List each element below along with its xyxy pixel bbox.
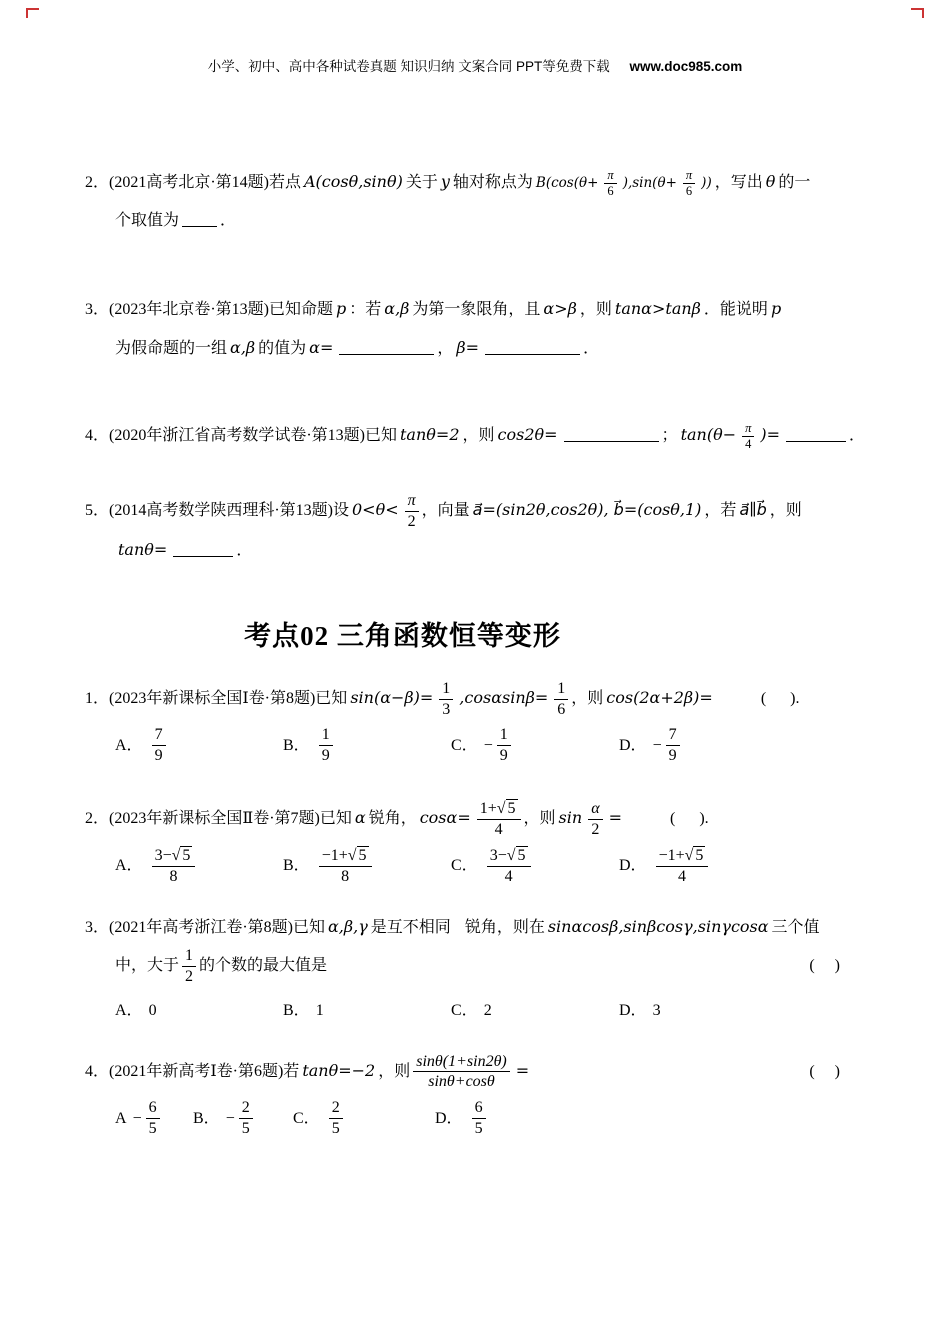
fraction-denominator: 9 (154, 747, 163, 765)
fraction-denominator: 9 (668, 747, 677, 765)
fraction (656, 847, 709, 886)
choice-parentheses: ( ). (760, 689, 800, 707)
mc-question-1 (85, 679, 895, 766)
option-label: B． (283, 736, 310, 754)
numerator-text: 3− (154, 847, 172, 865)
fraction-numerator (319, 847, 372, 867)
math-run: y (440, 172, 450, 191)
text-run: 的一 (778, 174, 811, 191)
fraction (319, 726, 333, 765)
option-c (451, 994, 619, 1028)
text-run: 5．(2014高考数学陕西理科·第13题)设 (85, 502, 349, 519)
fraction-numerator (477, 800, 521, 820)
fraction-numerator: sinθ(1+sin2θ) (413, 1053, 510, 1073)
text-run: ，则 (462, 427, 495, 444)
fraction (487, 847, 531, 886)
fraction-numerator: 7 (152, 726, 166, 746)
text-run: ，向量 (421, 502, 470, 519)
text-run: 是互不相同 (370, 918, 451, 936)
math-run: p (770, 299, 782, 318)
page-header (0, 0, 950, 75)
mc-question-2 (85, 799, 895, 886)
fraction (683, 169, 695, 198)
math-run: 0<θ< (352, 500, 399, 519)
math-run: tan(θ− (680, 425, 737, 444)
math-run: β= (456, 338, 480, 357)
option-b (283, 847, 451, 886)
option-label: D． (619, 857, 647, 875)
fraction-denominator: 4 (494, 821, 503, 839)
fraction (742, 422, 754, 451)
option-a (115, 994, 283, 1028)
text-run: 三个值 (771, 918, 820, 936)
option-label: A． (115, 857, 143, 875)
question-line (85, 290, 895, 329)
math-run: α>β (543, 299, 577, 318)
text-run: 轴对称点为 (452, 174, 533, 191)
fraction (182, 947, 196, 986)
mc-question-4 (85, 1052, 895, 1139)
math-run: B(cos(θ+ (535, 175, 599, 191)
question-line (85, 416, 895, 455)
math-run: cosα= (419, 808, 471, 828)
choice-parentheses: ( ). (670, 810, 709, 828)
fraction (146, 1099, 160, 1138)
square-root (685, 846, 706, 864)
option-label: C． (451, 857, 478, 875)
fraction-numerator: π (405, 492, 419, 512)
fraction-denominator: 4 (745, 436, 752, 451)
math-run: tanθ=−2 (302, 1060, 376, 1080)
question-line (85, 163, 895, 202)
math-run: ),sin(θ+ (622, 175, 677, 191)
fraction (413, 1053, 510, 1092)
fraction-denominator: 5 (474, 1120, 483, 1138)
math-run: sinαcosβ,sinβcosγ,sinγcosα (547, 916, 769, 936)
option-label: D． (619, 736, 647, 754)
answer-blank (339, 339, 434, 355)
math-run: ,cosαsinβ= (459, 687, 549, 707)
radical-sign: √ (506, 847, 516, 865)
math-run: a⃗=(sin2θ,cos2θ), b⃗=(cosθ,1) (472, 500, 702, 519)
fraction-denominator: 6 (607, 183, 614, 198)
fraction (439, 680, 453, 719)
text-run: ，则 (571, 689, 604, 707)
math-run: p (336, 299, 347, 318)
option-label: B． (283, 1001, 310, 1019)
text-run: 1．(2023年新课标全国Ⅰ卷·第8题)已知 (85, 689, 348, 707)
math-run: α (354, 808, 366, 828)
fraction-numerator (656, 847, 709, 867)
math-run: tanθ=2 (400, 425, 460, 444)
answer-blank (173, 541, 233, 557)
fraction-denominator: 4 (677, 867, 686, 885)
option-label: A (115, 1109, 127, 1127)
page-content (0, 163, 950, 1138)
fraction-denominator: 5 (241, 1120, 250, 1138)
option-value: 2 (483, 1001, 492, 1019)
radicand: 5 (358, 847, 367, 865)
numerator-text: −1+ (321, 847, 348, 865)
option-d (619, 994, 787, 1028)
fraction (329, 1099, 343, 1138)
question-line (85, 1052, 895, 1092)
fraction-denominator: sinθ+cosθ (428, 1073, 495, 1091)
option-b (193, 1099, 293, 1138)
text-run: ． (220, 212, 237, 229)
option-label: C． (451, 1001, 478, 1019)
text-run: 为第一象限角，且 (412, 301, 541, 318)
radical-sign: √ (496, 800, 506, 818)
math-run: a⃗∥b⃗ (739, 500, 767, 519)
radicand: 5 (517, 847, 526, 865)
fraction-numerator: 1 (182, 947, 196, 967)
fraction-numerator (487, 847, 531, 867)
answer-blank (182, 211, 217, 227)
fraction-numerator: 1 (319, 726, 333, 746)
text-run: 为假命题的一组 (115, 340, 228, 357)
fraction (472, 1099, 486, 1138)
minus-sign: − (483, 736, 493, 754)
options-row (85, 994, 895, 1028)
option-c (451, 847, 619, 886)
text-run: ，则 (378, 1062, 411, 1080)
question-line (85, 908, 895, 947)
question-line (85, 947, 895, 986)
text-run: 4．(2021年新高考Ⅰ卷·第6题)若 (85, 1062, 300, 1080)
text-run: ：若 (349, 301, 382, 318)
math-run: sin (558, 808, 583, 828)
math-run: α,β (384, 299, 410, 318)
math-run: tanα>tanβ (614, 299, 701, 318)
options-row (85, 726, 895, 765)
option-value: 1 (315, 1001, 324, 1019)
fraction-denominator: 5 (331, 1120, 340, 1138)
fraction-denominator: 9 (499, 747, 508, 765)
question-line (85, 531, 895, 570)
option-a (115, 726, 283, 765)
math-run: cos2θ= (497, 425, 558, 444)
text-run: 的值为 (258, 340, 307, 357)
text-run: 3．(2021年高考浙江卷·第8题)已知 (85, 918, 325, 936)
text-run: 个取值为 (115, 212, 180, 229)
math-run: θ (765, 172, 776, 191)
math-run: )= (760, 425, 781, 444)
option-label: D． (435, 1109, 463, 1127)
option-d (435, 1099, 489, 1138)
fraction-numerator: 1 (497, 726, 511, 746)
options-row (85, 847, 895, 886)
square-root (497, 799, 518, 817)
fraction-denominator: 8 (169, 867, 178, 885)
fraction-numerator: π (742, 422, 754, 437)
text-run: 关于 (405, 174, 438, 191)
header-site-url: www.doc985.com (629, 59, 743, 74)
option-label: A． (115, 736, 143, 754)
text-run: ，若 (704, 502, 737, 519)
fraction-denominator: 6 (557, 700, 566, 718)
text-run: ，则 (523, 810, 556, 828)
crop-mark-icon (26, 8, 39, 18)
choice-parentheses: ( ) (809, 1062, 840, 1080)
option-a (115, 847, 283, 886)
text-run: 的个数的最大值是 (199, 956, 328, 974)
option-b (283, 994, 451, 1028)
fraction-denominator: 2 (185, 967, 194, 985)
text-run: 中，大于 (115, 956, 180, 974)
math-run: tanθ= (118, 539, 168, 559)
fraction-denominator: 9 (321, 747, 330, 765)
text-run: 锐角， (368, 810, 417, 828)
square-root (172, 846, 193, 864)
question-5 (85, 491, 895, 570)
fraction-numerator: 6 (146, 1099, 160, 1119)
question-line (85, 799, 895, 839)
question-line (85, 491, 895, 531)
fraction-numerator: 1 (439, 680, 453, 700)
option-b (283, 726, 451, 765)
fraction (405, 492, 419, 531)
option-c (293, 1099, 435, 1138)
minus-sign: − (652, 736, 662, 754)
text-run: ，则 (579, 301, 612, 318)
fraction-denominator: 4 (504, 867, 513, 885)
fraction (588, 800, 602, 839)
math-run: )) (701, 175, 712, 191)
fraction-numerator: π (604, 169, 616, 184)
fraction (554, 680, 568, 719)
math-run: α,β (230, 338, 256, 357)
radical-sign: √ (171, 847, 181, 865)
fraction (497, 726, 511, 765)
question-3 (85, 290, 895, 368)
fraction-numerator: 6 (472, 1099, 486, 1119)
header-tagline: 小学、初中、高中各种试卷真题 知识归纳 文案合同 PPT等免费下载 (207, 59, 610, 74)
math-run: sin(α−β)= (350, 687, 434, 707)
crop-mark-icon (911, 8, 924, 18)
text-run: 4．(2020年浙江省高考数学试卷·第13题)已知 (85, 427, 397, 444)
fraction-numerator: 2 (329, 1099, 343, 1119)
fraction-numerator: 1 (554, 680, 568, 700)
fraction (666, 726, 680, 765)
options-row (85, 1099, 895, 1138)
fraction-denominator: 2 (591, 821, 600, 839)
text-run: 3．(2023年北京卷·第13题)已知命题 (85, 301, 333, 318)
text-run: ．能说明 (703, 301, 768, 318)
text-run: ． (236, 541, 253, 559)
fraction (239, 1099, 253, 1138)
text-run: ； (661, 427, 678, 444)
option-a (115, 1099, 193, 1138)
fraction (152, 847, 196, 886)
math-run: α= (309, 338, 334, 357)
square-root (348, 846, 369, 864)
text-run: ， (437, 340, 454, 357)
minus-sign: − (132, 1109, 142, 1127)
option-label: A． (115, 1001, 143, 1019)
option-label: D． (619, 1001, 647, 1019)
text-run: 2．(2021高考北京·第14题)若点 (85, 174, 301, 191)
option-label: C． (451, 736, 478, 754)
option-c (451, 726, 619, 765)
fraction (152, 726, 166, 765)
section-heading: 考点02 三角函数恒等变形 (244, 620, 561, 651)
math-run: = (608, 808, 622, 828)
fraction-numerator: 7 (666, 726, 680, 746)
math-run: α,β,γ (328, 916, 368, 936)
answer-blank (564, 426, 659, 442)
text-run: 2．(2023年新课标全国Ⅱ卷·第7题)已知 (85, 810, 352, 828)
radical-sign: √ (684, 847, 694, 865)
square-root (507, 846, 528, 864)
fraction (604, 169, 616, 198)
fraction-denominator: 5 (148, 1120, 157, 1138)
fraction-denominator: 8 (341, 867, 350, 885)
numerator-text: −1+ (658, 847, 685, 865)
numerator-text: 3− (489, 847, 507, 865)
text-run: ，则 (769, 502, 802, 519)
option-value: 0 (148, 1001, 157, 1019)
question-4 (85, 416, 895, 455)
text-run: ． (849, 427, 866, 444)
radicand: 5 (695, 847, 704, 865)
radicand: 5 (182, 847, 191, 865)
text-run: ． (583, 340, 600, 357)
option-label: B． (283, 857, 310, 875)
numerator-text: 1+ (479, 800, 497, 818)
question-2 (85, 163, 895, 240)
option-value: 3 (652, 1001, 661, 1019)
question-line (85, 679, 895, 719)
option-label: C． (293, 1109, 320, 1127)
fraction-denominator: 3 (442, 700, 451, 718)
question-line (85, 329, 895, 368)
answer-blank (786, 426, 846, 442)
math-run: A(cosθ,sinθ) (304, 172, 403, 191)
choice-parentheses: ( ) (809, 957, 840, 975)
radical-sign: √ (347, 847, 357, 865)
option-d (619, 847, 787, 886)
fraction-denominator: 2 (407, 512, 416, 530)
radicand: 5 (507, 800, 516, 818)
question-line (85, 202, 895, 240)
answer-blank (485, 339, 580, 355)
text-run: 锐角，则在 (464, 918, 545, 936)
fraction-numerator: α (588, 800, 602, 820)
text-run: ，写出 (714, 174, 763, 191)
fraction-numerator (152, 847, 196, 867)
fraction-numerator: π (683, 169, 695, 184)
fraction (477, 800, 521, 839)
fraction-denominator: 6 (685, 183, 693, 198)
math-run: cos(2α+2β)= (606, 687, 713, 707)
minus-sign: − (225, 1109, 235, 1127)
math-run: = (515, 1060, 530, 1080)
mc-question-3 (85, 908, 895, 1028)
option-d (619, 726, 787, 765)
fraction (319, 847, 372, 886)
option-label: B． (193, 1109, 220, 1127)
fraction-numerator: 2 (239, 1099, 253, 1119)
